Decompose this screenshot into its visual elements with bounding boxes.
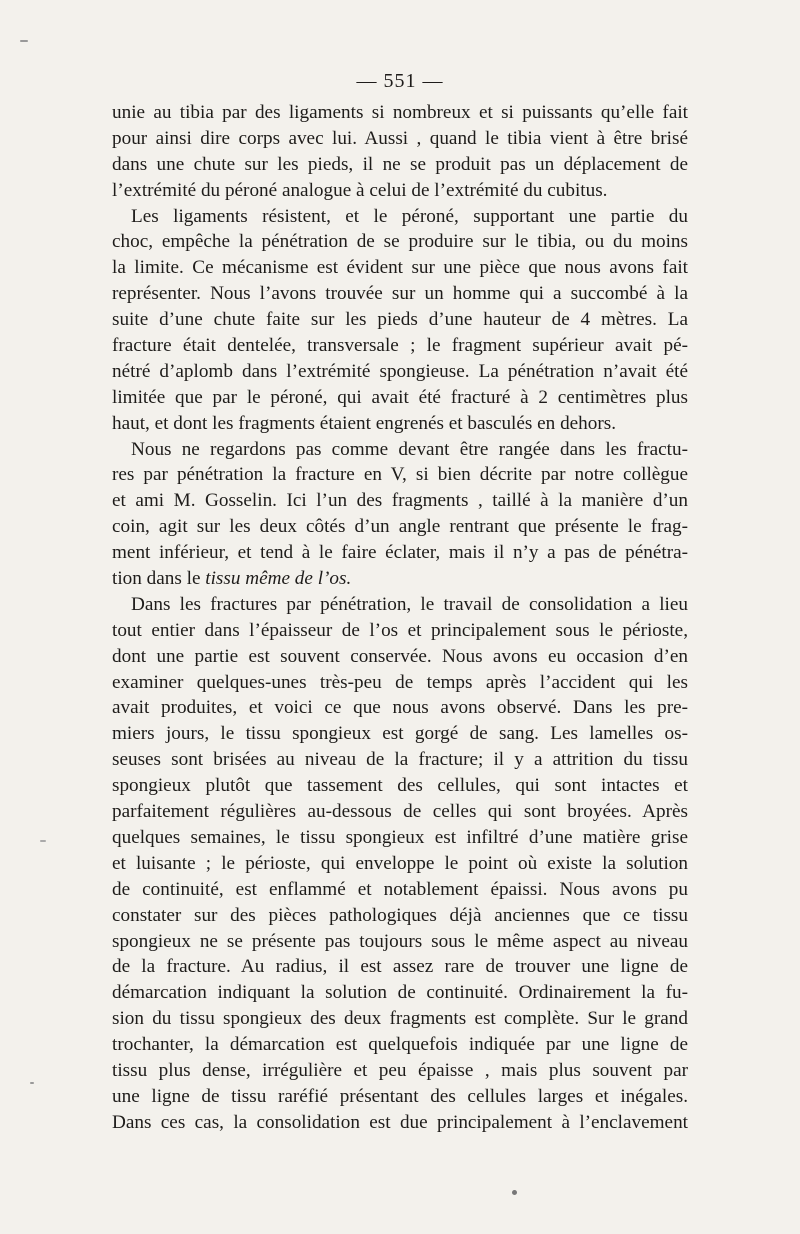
text-line: Dans ces cas, la consolidation est due principalement à l’enclavement: [112, 1111, 688, 1133]
text-line: spongieux ne se présente pas toujours sous le même aspect au niveau: [112, 930, 688, 952]
paper-speck: [40, 840, 46, 842]
text-line: haut, et dont les fragments étaient engrenés et basculés en dehors.: [112, 412, 617, 434]
text-line: fracture était dentelée, transversale ; le fragment supérieur avait pé-: [112, 335, 688, 357]
text-line: tissu plus dense, irrégulière et peu épaisse , mais plus souvent par: [112, 1059, 688, 1081]
text-line: nétré d’aplomb dans l’extrémité spongieuse. La pénétration n’avait été: [112, 360, 688, 382]
text-line: miers jours, le tissu spongieux est gorgé de sang. Les lamelles os-: [112, 723, 688, 745]
text-line: et ami M. Gosselin. Ici l’un des fragments , taillé à la manière d’un: [112, 490, 688, 512]
paper-speck: [20, 40, 28, 42]
text-line-start: tion dans le: [112, 568, 206, 590]
paper-speck: [30, 1082, 34, 1084]
text-line: de la fracture. Au radius, il est assez rare de trouver une ligne de: [112, 956, 688, 978]
text-line: dans une chute sur les pieds, il ne se produit pas un déplacement de: [112, 153, 688, 175]
text-line: une ligne de tissu raréfié présentant des cellules larges et inégales.: [112, 1085, 688, 1107]
text-line: la limite. Ce mécanisme est évident sur une pièce que nous avons fait: [112, 257, 688, 279]
text-line: avait produites, et voici ce que nous avons observé. Dans les pre-: [112, 697, 688, 719]
text-line: pour ainsi dire corps avec lui. Aussi , quand le tibia vient à être brisé: [112, 127, 688, 149]
text-line: unie au tibia par des ligaments si nombreux et si puissants qu’elle fait: [112, 102, 688, 123]
text-line: quelques semaines, le tissu spongieux est infiltré d’une matière grise: [112, 826, 688, 848]
text-line: représenter. Nous l’avons trouvée sur un homme qui a succombé à la: [112, 283, 688, 305]
text-line: res par pénétration la fracture en V, si bien décrite par notre collègue: [112, 464, 688, 486]
text-line: dont une partie est souvent conservée. Nous avons eu occasion d’en: [112, 645, 688, 667]
text-line: démarcation indiquant la solution de continuité. Ordinairement la fu-: [112, 982, 688, 1004]
text-line: Dans les fractures par pénétration, le travail de consolidation a lieu: [131, 593, 688, 615]
page-number: — 551 —: [356, 70, 444, 92]
italic-phrase: tissu même de l’os.: [205, 568, 352, 590]
text-line: seuses sont brisées au niveau de la fracture; il y a attrition du tissu: [112, 749, 688, 771]
text-line: et luisante ; le périoste, qui enveloppe le point où existe la solution: [112, 852, 688, 874]
text-line: Les ligaments résistent, et le péroné, supportant une partie du: [131, 205, 688, 227]
text-line: limitée que par le péroné, qui avait été fracturé à 2 centimètres plus: [112, 386, 688, 408]
text-line: examiner quelques-unes très-peu de temps après l’accident qui les: [112, 671, 688, 693]
text-line: spongieux plutôt que tassement des cellules, qui sont intactes et: [112, 775, 688, 797]
text-line: Nous ne regardons pas comme devant être rangée dans les fractu-: [131, 438, 688, 460]
paper-speck: [512, 1190, 517, 1195]
text-line: constater sur des pièces pathologiques déjà anciennes que ce tissu: [112, 904, 688, 926]
text-line: trochanter, la démarcation est quelquefois indiquée par une ligne de: [112, 1034, 688, 1056]
text-line: coin, agit sur les deux côtés d’un angle rentrant que présente le frag-: [112, 516, 688, 538]
text-line: sion du tissu spongieux des deux fragments est complète. Sur le grand: [112, 1008, 688, 1030]
text-line: choc, empêche la pénétration de se produire sur le tibia, ou du moins: [112, 231, 688, 253]
text-line: de continuité, est enflammé et notablement épaissi. Nous avons pu: [112, 878, 688, 900]
text-line: parfaitement régulières au-dessous de celles qui sont broyées. Après: [112, 801, 688, 823]
text-line: ment inférieur, et tend à le faire éclater, mais il n’y a pas de pénétra-: [112, 542, 688, 564]
text-line: l’extrémité du péroné analogue à celui de l’extrémité du cubitus.: [112, 179, 608, 201]
body-text: [112, 100, 688, 1136]
text-line: tout entier dans l’épaisseur de l’os et principalement sous le périoste,: [112, 619, 688, 641]
text-line: suite d’une chute faite sur les pieds d’une hauteur de 4 mètres. La: [112, 309, 688, 331]
text-line: [112, 566, 688, 592]
